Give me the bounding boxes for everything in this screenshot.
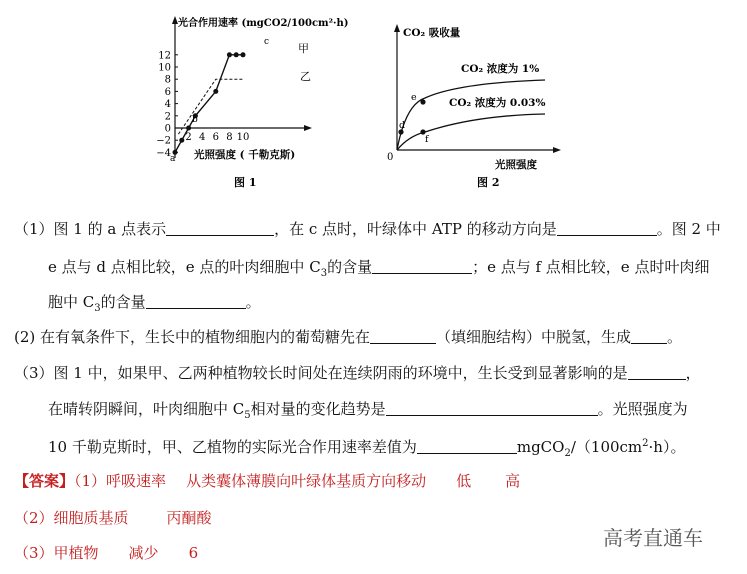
fig2-point-e-marker — [420, 99, 425, 104]
fig2-ylabel: CO₂ 吸收量 — [403, 27, 461, 39]
q3-text: 。光照强度为 — [597, 400, 688, 418]
fig2-point-e: e — [411, 92, 417, 103]
answer-line-3 — [14, 543, 198, 563]
fig1-y-tick-label: 4 — [164, 99, 171, 111]
q3-line1 — [14, 363, 701, 383]
q1-text: 胞中 C — [48, 293, 95, 311]
q2-text: 。 — [667, 328, 683, 346]
fig1-y-tick-label: −2 — [156, 135, 171, 147]
fig1-point-a: a — [170, 154, 176, 164]
q3-text: mgCO — [516, 438, 565, 456]
watermark: 高考直通车 — [603, 526, 703, 550]
q2-text: (2) 在有氧条件下，生长中的植物细胞内的葡萄糖先在 — [14, 328, 371, 346]
fig2-caption: 图 2 — [477, 176, 500, 189]
answer-text: （2）细胞质基质 — [14, 509, 129, 527]
fig1-x-tick-label: 8 — [226, 132, 233, 143]
q1-text: 的含量 — [100, 293, 146, 311]
q1-text: （1）图 1 的 a 点表示 — [14, 220, 167, 238]
q3-blank-2[interactable] — [386, 399, 598, 416]
q2-blank-1[interactable] — [370, 327, 436, 344]
fig1-caption: 图 1 — [234, 176, 257, 189]
fig2-origin: 0 — [387, 152, 394, 163]
q1-line3 — [48, 292, 261, 319]
fig2-point-d: d — [399, 120, 406, 131]
q1-subscript: 3 — [320, 268, 328, 279]
q1-text: 。 — [245, 293, 261, 311]
fig1-series-jia-point — [213, 89, 218, 94]
fig1-series — [173, 52, 246, 155]
fig2-xlabel: 光照强度 — [495, 159, 537, 171]
q3-text: 相对量的变化趋势是 — [250, 400, 386, 418]
q1-text: e 点与 d 点相比较，e 点的叶肉细胞中 C — [48, 258, 321, 276]
fig1-x-tick-label: 4 — [199, 132, 206, 143]
q3-blank-3[interactable] — [417, 437, 517, 454]
answer-tag: 【答案】 — [14, 472, 75, 490]
q3-text: 10 千勒克斯时，甲、乙植物的实际光合作用速率差值为 — [48, 438, 417, 456]
q3-text: 在晴转阴瞬间，叶肉细胞中 C — [48, 400, 245, 418]
fig2-point-f: f — [425, 134, 429, 145]
fig1-label-yi: 乙 — [300, 70, 311, 83]
fig1-y-tick-label: 6 — [164, 86, 171, 98]
q3-text: /（100cm — [570, 438, 643, 456]
q1-blank-1[interactable] — [166, 219, 274, 236]
q1-text: 的含量 — [327, 258, 373, 276]
fig2-curve-high-label: CO₂ 浓度为 1% — [461, 63, 540, 75]
fig1-x-tick-label: 6 — [212, 132, 219, 143]
q3-subscript: 5 — [244, 410, 251, 421]
fig1-x-tick-label: 2 — [185, 132, 192, 143]
fig1-x-arrow — [304, 125, 312, 131]
answer-text: 高 — [505, 472, 521, 490]
answer-text: 减少 — [128, 544, 159, 562]
q3-text: ·h）。 — [648, 438, 686, 456]
answer-line-1 — [14, 471, 520, 491]
q1-text: 。图 2 中 — [656, 220, 721, 238]
q1-blank-2[interactable] — [557, 219, 657, 236]
q3-line2 — [48, 399, 688, 426]
q3-text: （3）图 1 中，如果甲、乙两种植物较长时间处在连续阴雨的环境中，生长受到显著影响的是 — [14, 364, 628, 382]
fig2-curve-low — [397, 114, 545, 150]
fig1-point-c: c — [264, 37, 270, 47]
fig1-y-tick-label: 10 — [158, 62, 171, 74]
q3-superscript: 2 — [642, 438, 649, 449]
q1-blank-3[interactable] — [372, 257, 472, 274]
answer-text: （1）呼吸速率 — [74, 472, 167, 490]
q1-subscript: 3 — [94, 303, 101, 314]
fig2-x-arrow — [553, 147, 561, 153]
q2-text: （填细胞结构）中脱氢，生成 — [436, 328, 632, 346]
fig1-ylabel: 光合作用速率 (mgCO2/100cm²·h) — [178, 18, 349, 29]
fig1-y-tick-label: 12 — [158, 50, 171, 62]
q3-text: ， — [685, 364, 701, 382]
q3-subscript: 2 — [564, 448, 571, 459]
figure-1 — [150, 8, 365, 193]
answer-text: 从类囊体薄膜向叶绿体基质方向移动 — [186, 472, 427, 490]
answer-line-2 — [14, 508, 212, 528]
fig1-y-tick-label: −4 — [156, 147, 171, 159]
fig1-series-jia-point — [241, 52, 246, 57]
fig1-series-jia-point — [179, 138, 184, 143]
answer-text: （3）甲植物 — [14, 544, 99, 562]
fig1-series-jia-point — [186, 126, 191, 131]
answer-text: 6 — [188, 544, 199, 562]
fig2-curve-low-label: CO₂ 浓度为 0.03% — [449, 97, 546, 109]
fig1-x-ticks — [185, 132, 249, 143]
q3-blank-1[interactable] — [628, 363, 686, 380]
answer-text: 丙酮酸 — [166, 509, 212, 527]
answer-text: 低 — [456, 472, 472, 490]
fig1-y-tick-label: 8 — [164, 74, 171, 86]
q1-blank-4[interactable] — [146, 292, 246, 309]
q1-text: ；e 点与 f 点相比较，e 点时叶肉细 — [472, 258, 710, 276]
fig1-x-tick-label: 10 — [236, 132, 250, 143]
fig1-y-tick-label: 2 — [164, 111, 171, 123]
q1-line2 — [48, 257, 709, 284]
fig1-series-jia-point — [234, 52, 239, 57]
figure-2 — [385, 8, 570, 193]
q1-line1 — [14, 219, 721, 239]
q2-blank-2[interactable] — [631, 327, 667, 344]
fig1-point-b: b — [192, 115, 198, 125]
fig1-series-jia-point — [227, 52, 232, 57]
fig1-label-jia: 甲 — [298, 42, 309, 55]
q1-text: ，在 c 点时，叶绿体中 ATP 的移动方向是 — [274, 220, 557, 238]
fig2-y-arrow — [394, 24, 400, 32]
fig1-y-tick-label: 0 — [164, 123, 171, 135]
q3-line3 — [48, 434, 685, 464]
q2-line1 — [14, 327, 682, 347]
fig1-xlabel: 光照强度 ( 千勒克斯) — [194, 149, 296, 161]
